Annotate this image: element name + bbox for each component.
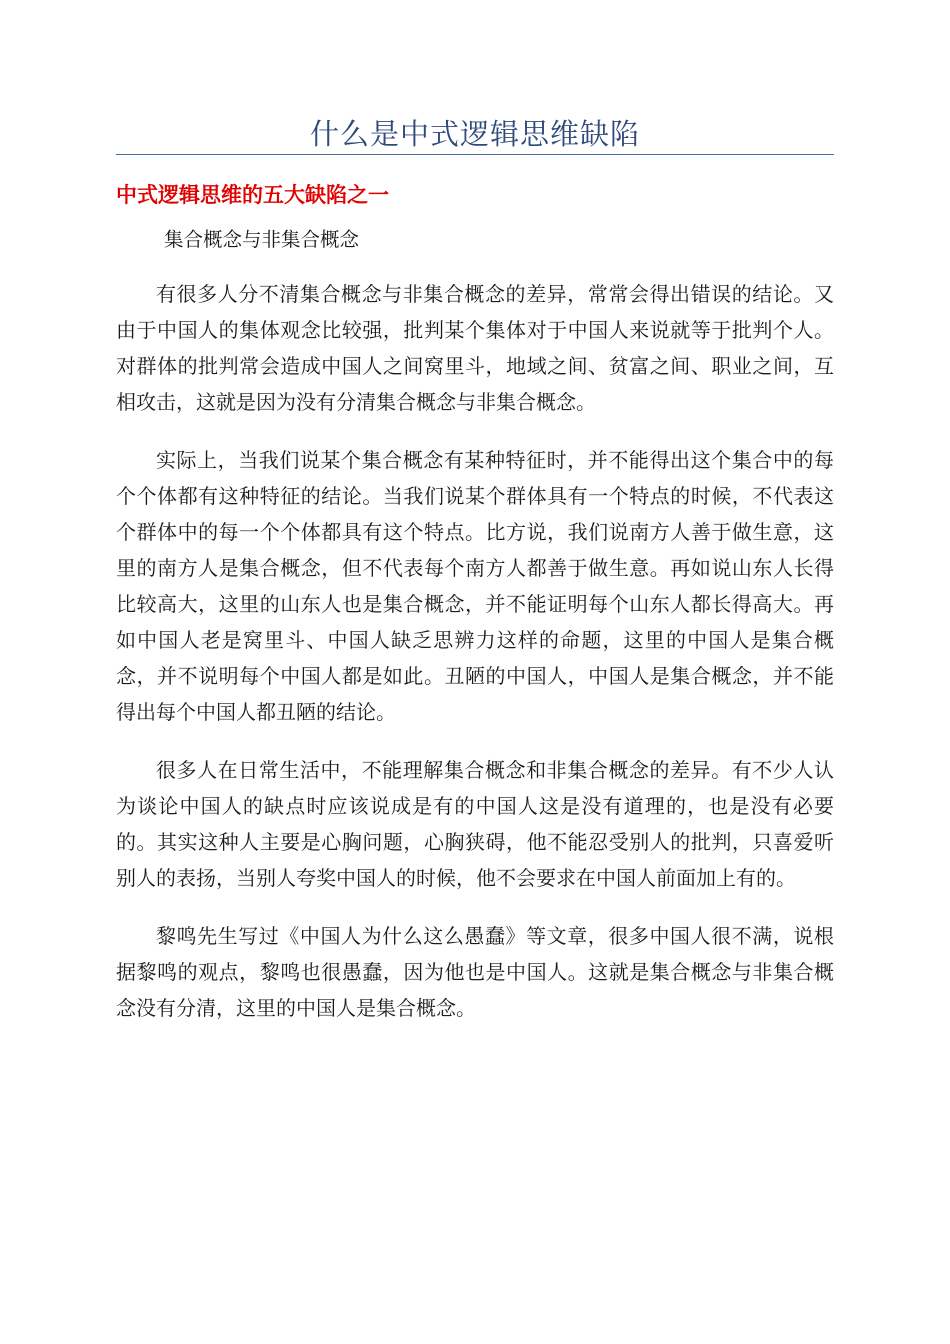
paragraph-3: 很多人在日常生活中，不能理解集合概念和非集合概念的差异。有不少人认为谈论中国人的缺点时应该说成是有的中国人这是没有道理的，也是没有必要的。其实这种人主要是心胸问题，心胸狭碍，他不能忍受别人的批判，只喜爱听别人的表扬，当别人夸奖中国人的时候，他不会要求在中国人前面加上有的。 [116,758,834,890]
title-divider [116,154,834,155]
paragraph-2: 实际上，当我们说某个集合概念有某种特征时，并不能得出这个集合中的每个个体都有这种特征的结论。当我们说某个群体具有一个特点的时候，不代表这个群体中的每一个个体都具有这个特点。比方说，我们说南方人善于做生意，这里的南方人是集合概念，但不代表每个南方人都善于做生意。再如说山东人长得比较高大，这里的山东人也是集合概念，并不能证明每个山东人都长得高大。再如中国人老是窝里斗、中国人缺乏思辨力这样的命题，这里的中国人是集合概念，并不说明每个中国人都是如此。丑陋的中国人，中国人是集合概念，并不能得出每个中国人都丑陋的结论。 [116,448,834,724]
paragraph-4: 黎鸣先生写过《中国人为什么这么愚蠢》等文章，很多中国人很不满，说根据黎鸣的观点，黎鸣也很愚蠢，因为他也是中国人。这就是集合概念与非集合概念没有分清，这里的中国人是集合概念。 [116,924,834,1020]
paragraph-1: 有很多人分不清集合概念与非集合概念的差异，常常会得出错误的结论。又由于中国人的集体观念比较强，批判某个集体对于中国人来说就等于批判个人。对群体的批判常会造成中国人之间窝里斗，地域之间、贫富之间、职业之间，互相攻击，这就是因为没有分清集合概念与非集合概念。 [116,282,834,414]
subheading: 集合概念与非集合概念 [164,228,360,251]
section-heading: 中式逻辑思维的五大缺陷之一 [116,183,389,207]
document-title: 什么是中式逻辑思维缺陷 [309,117,640,151]
document-body [116,276,834,1048]
